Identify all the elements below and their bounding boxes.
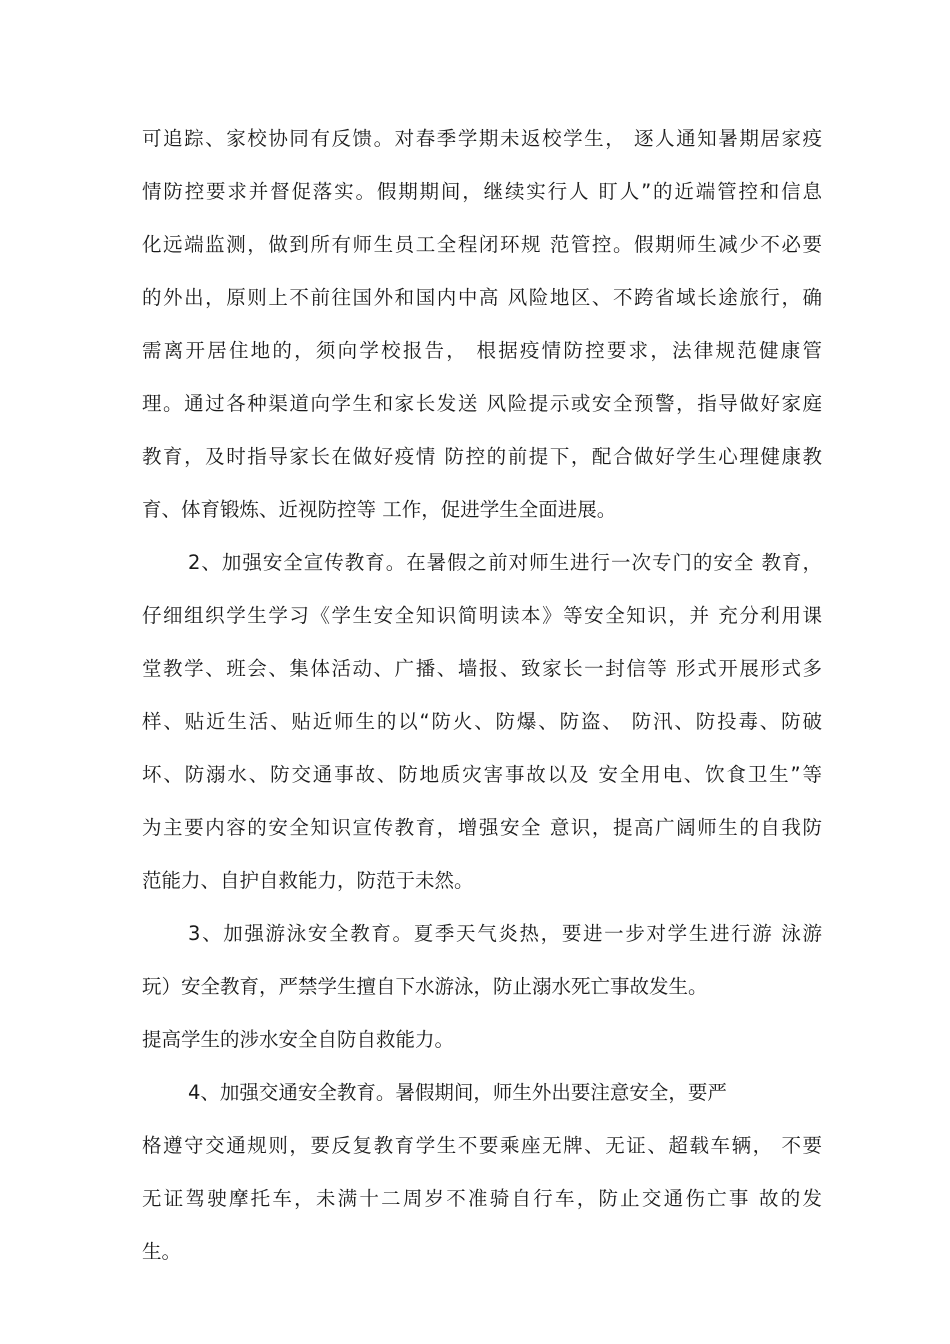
paragraph-2-line-5: 坏、防溺水、防交通事故、防地质灾害事故以及 安全用电、饮食卫生”等 <box>142 763 822 786</box>
paragraph-3-line-2: 玩）安全教育，严禁学生擅自下水游泳，防止溺水死亡事故发生。 <box>142 975 708 998</box>
paragraph-1-line-6: 理。通过各种渠道向学生和家长发送 风险提示或安全预警，指导做好家庭 <box>142 392 822 415</box>
paragraph-5-line-4: 生。 <box>142 1240 182 1263</box>
paragraph-1-line-1: 可追踪、家校协同有反馈。对春季学期未返校学生， 逐人通知暑期居家疫 <box>142 127 822 150</box>
paragraph-1-line-5: 需离开居住地的，须向学校报告， 根据疫情防控要求，法律规范健康管 <box>142 339 822 362</box>
paragraph-4-line-1: 提高学生的涉水安全自防自救能力。 <box>142 1028 455 1051</box>
paragraph-1-line-3: 化远端监测，做到所有师生员工全程闭环规 范管控。假期师生减少不必要 <box>142 233 822 256</box>
paragraph-1-line-2: 情防控要求并督促落实。假期期间，继续实行人 盯人”的近端管控和信息 <box>142 180 822 203</box>
paragraph-1-line-7: 教育，及时指导家长在做好疫情 防控的前提下，配合做好学生心理健康教 <box>142 445 822 468</box>
paragraph-2-line-4: 样、贴近生活、贴近师生的以“防火、防爆、防盗、 防汛、防投毒、防破 <box>142 710 822 733</box>
paragraph-5-line-3: 无证驾驶摩托车，未满十二周岁不准骑自行车，防止交通伤亡事 故的发 <box>142 1187 822 1210</box>
paragraph-1-line-8: 育、体育锻炼、近视防控等 工作，促进学生全面进展。 <box>142 498 617 521</box>
paragraph-2-line-6: 为主要内容的安全知识宣传教育，增强安全 意识，提高广阔师生的自我防 <box>142 816 822 839</box>
paragraph-5-line-1: 4、加强交通安全教育。暑假期间，师生外出要注意安全，要严 <box>188 1081 727 1104</box>
paragraph-5-line-2: 格遵守交通规则，要反复教育学生不要乘座无牌、无证、超载车辆， 不要 <box>142 1134 822 1157</box>
paragraph-2-line-7: 范能力、自护自救能力，防范于未然。 <box>142 869 474 892</box>
paragraph-3-line-1: 3、加强游泳安全教育。夏季天气炎热，要进一步对学生进行游 泳游 <box>188 922 822 945</box>
paragraph-2-line-3: 堂教学、班会、集体活动、广播、墙报、致家长一封信等 形式开展形式多 <box>142 657 822 680</box>
paragraph-2-line-2: 仔细组织学生学习《学生安全知识简明读本》等安全知识，并 充分利用课 <box>142 604 822 627</box>
paragraph-1-line-4: 的外出，原则上不前往国外和国内中高 风险地区、不跨省域长途旅行，确 <box>142 286 822 309</box>
paragraph-2-line-1: 2、加强安全宣传教育。在暑假之前对师生进行一次专门的安全 教育， <box>188 551 822 574</box>
